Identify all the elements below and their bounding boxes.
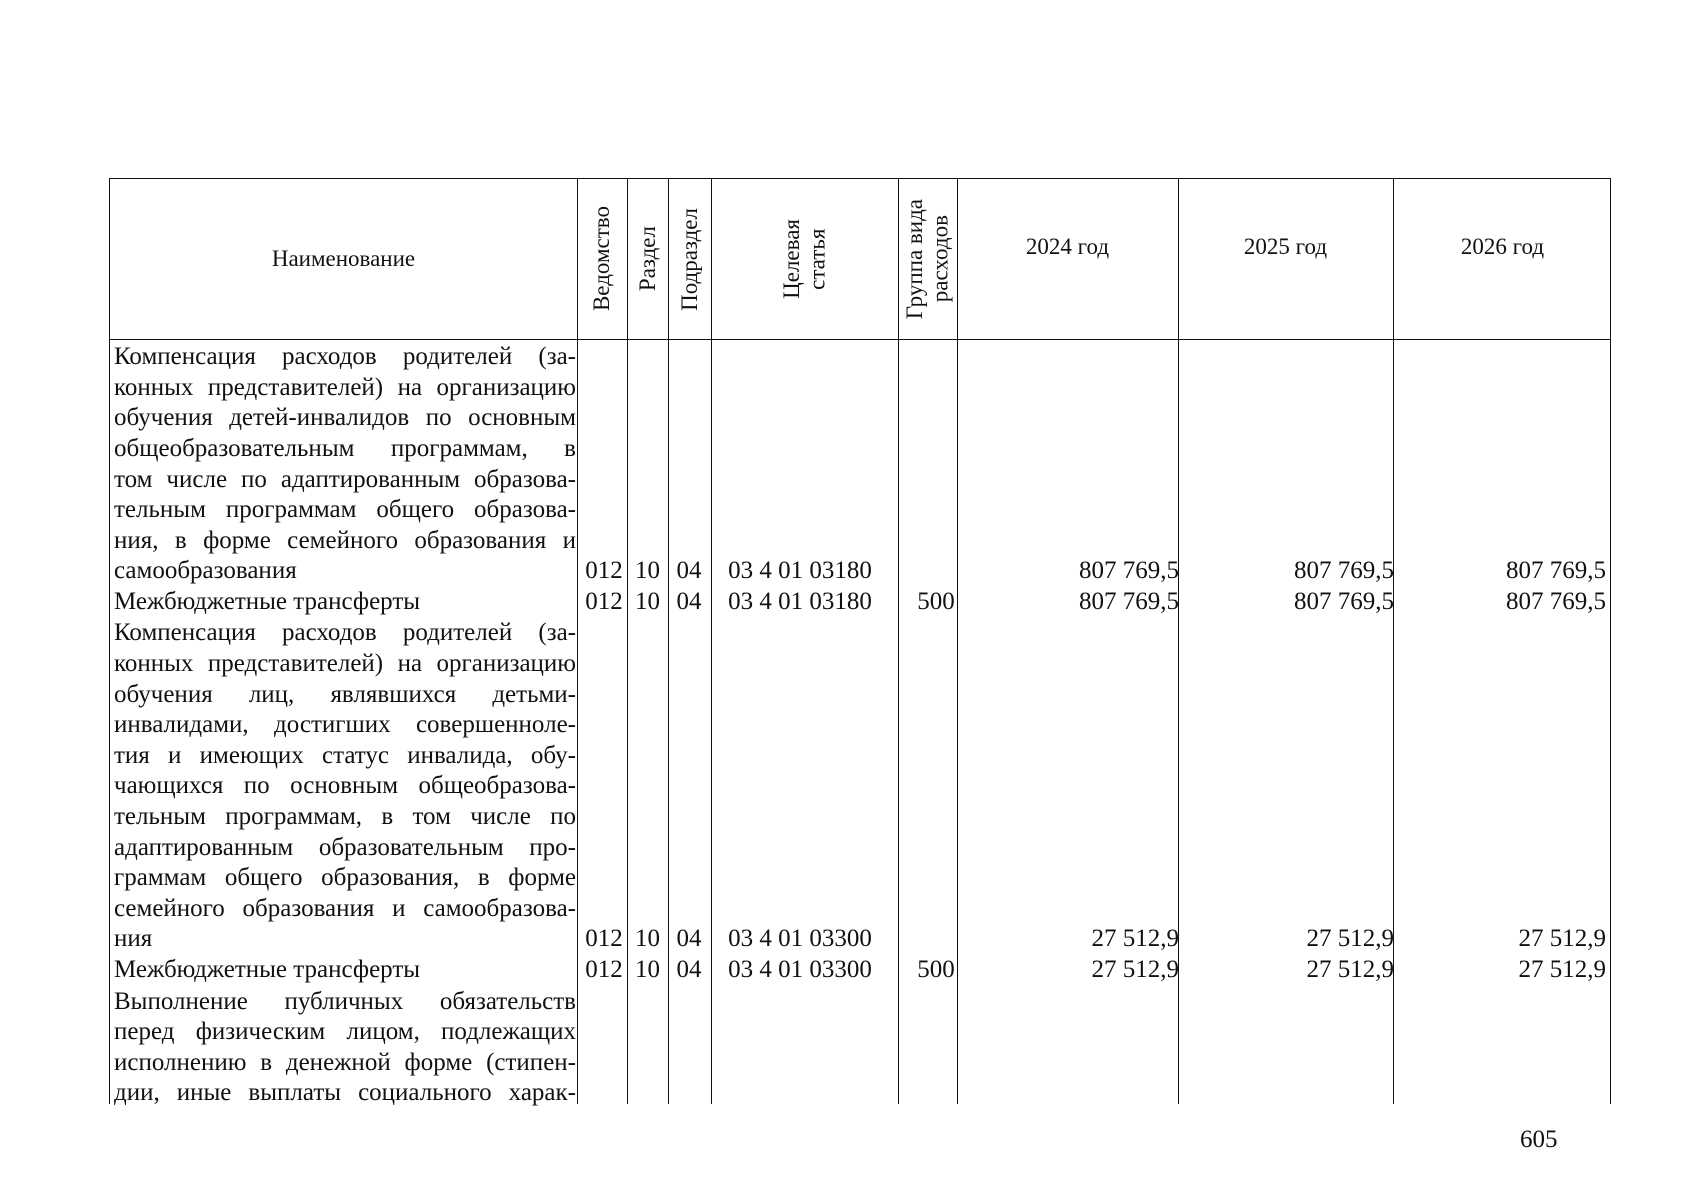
cell-2026: 807 769,5: [1506, 588, 1606, 616]
cell-2024: 27 512,9: [1091, 925, 1179, 953]
header-gruppa: [898, 179, 957, 339]
row-name-line: том числе по адаптированным образова-: [114, 465, 576, 493]
header-gruppa-line1: Группа вида: [902, 198, 928, 320]
row-name-line: исполнению в денежной форме (стипен-: [114, 1048, 576, 1076]
table-row: [110, 341, 1610, 587]
header-gruppa-label: [902, 199, 953, 319]
row-name: [114, 987, 576, 1109]
header-podrazdel: [668, 179, 711, 339]
row-name-line: дии, иные выплаты социального харак-: [114, 1079, 576, 1107]
header-year-2025-label: 2025 год: [1243, 233, 1328, 259]
header-year-2026: [1393, 179, 1612, 314]
row-name-line: тельным программам общего образова-: [114, 496, 576, 524]
row-name-line: чающихся по основным общеобразова-: [114, 772, 576, 800]
cell-2025: 807 769,5: [1294, 557, 1394, 585]
header-name: [110, 179, 577, 339]
cell-gruppa: 500: [917, 588, 955, 616]
header-divider: [110, 339, 1610, 340]
cell-gruppa: 500: [917, 956, 955, 984]
cell-2025: 27 512,9: [1306, 956, 1394, 984]
cell-podrazdel: 04: [676, 956, 702, 984]
header-tselevaya-line1: Целевая: [779, 219, 805, 299]
cell-podrazdel: 04: [676, 588, 702, 616]
row-name-line: ния: [114, 925, 153, 953]
cell-tselevaya: 03 4 01 03180: [728, 588, 872, 616]
row-name-line: Компенсация расходов родителей (за-: [114, 619, 576, 647]
cell-vedomstvo: 012: [585, 588, 623, 616]
cell-2026: 807 769,5: [1506, 557, 1606, 585]
row-name-line: тия и имеющих статус инвалида, обу-: [114, 741, 576, 769]
table-row: [110, 587, 1610, 618]
row-name-line: тельным программам, в том числе по: [114, 803, 576, 831]
budget-table: [109, 178, 1611, 1107]
cell-2024: 27 512,9: [1091, 956, 1179, 984]
row-name: [114, 587, 576, 618]
header-year-2024-label: 2024 год: [1025, 233, 1110, 259]
table-row: [110, 986, 1610, 1109]
table-row: [110, 618, 1610, 955]
cell-tselevaya: 03 4 01 03300: [728, 956, 872, 984]
header-year-2024: [957, 179, 1178, 314]
row-name-line: общеобразовательным программам, в: [114, 435, 576, 463]
row-name-line: ния, в форме семейного образования и: [114, 526, 576, 554]
row-name: [114, 618, 576, 955]
cell-razdel: 10: [635, 925, 660, 953]
header-vedomstvo: [577, 179, 627, 339]
row-name: [114, 342, 576, 587]
header-vedomstvo-label: Ведомство: [589, 206, 615, 312]
cell-razdel: 10: [635, 588, 660, 616]
cell-podrazdel: 04: [676, 557, 702, 585]
cell-razdel: 10: [635, 557, 660, 585]
header-year-2025: [1178, 179, 1393, 314]
row-name-line: перед физическим лицом, подлежащих: [114, 1018, 576, 1046]
row-name-line: Межбюджетные трансферты: [114, 956, 421, 984]
cell-2025: 27 512,9: [1306, 925, 1394, 953]
cell-2025: 807 769,5: [1294, 588, 1394, 616]
header-tselevaya-label: [779, 219, 830, 299]
cell-2024: 807 769,5: [1079, 588, 1179, 616]
header-razdel: [627, 179, 668, 339]
row-name-line: Выполнение публичных обязательств: [114, 987, 576, 1015]
table-row: [110, 955, 1610, 986]
row-name: [114, 955, 576, 986]
row-name-line: конных представителей) на организацию: [114, 373, 576, 401]
cell-2026: 27 512,9: [1518, 956, 1606, 984]
header-tselevaya-line2: статья: [804, 228, 830, 290]
row-name-line: обучения детей-инвалидов по основным: [114, 404, 576, 432]
header-name-label: Наименование: [271, 246, 416, 271]
cell-razdel: 10: [635, 956, 660, 984]
header-tselevaya: [711, 179, 898, 339]
cell-vedomstvo: 012: [585, 956, 623, 984]
row-name-line: инвалидами, достигших совершенноле-: [114, 711, 576, 739]
cell-tselevaya: 03 4 01 03180: [728, 557, 872, 585]
header-razdel-label: Раздел: [634, 226, 660, 292]
header-podrazdel-label: Подраздел: [676, 207, 702, 311]
row-name-line: обучения лиц, являвшихся детьми-: [114, 680, 576, 708]
row-name-line: самообразования: [114, 557, 297, 585]
row-name-line: конных представителей) на организацию: [114, 650, 576, 678]
cell-podrazdel: 04: [676, 925, 702, 953]
cell-tselevaya: 03 4 01 03300: [728, 925, 872, 953]
cell-2026: 27 512,9: [1518, 925, 1606, 953]
row-name-line: семейного образования и самообразова-: [114, 894, 576, 922]
header-year-2026-label: 2026 год: [1460, 233, 1545, 259]
row-name-line: граммам общего образования, в форме: [114, 864, 576, 892]
cell-vedomstvo: 012: [585, 557, 623, 585]
row-name-line: Компенсация расходов родителей (за-: [114, 343, 576, 371]
cell-2024: 807 769,5: [1079, 557, 1179, 585]
row-name-line: Межбюджетные трансферты: [114, 588, 421, 616]
page-number: 605: [1520, 1126, 1558, 1153]
row-name-line: адаптированным образовательным про-: [114, 833, 576, 861]
header-gruppa-line2: расходов: [927, 215, 953, 303]
cell-vedomstvo: 012: [585, 925, 623, 953]
